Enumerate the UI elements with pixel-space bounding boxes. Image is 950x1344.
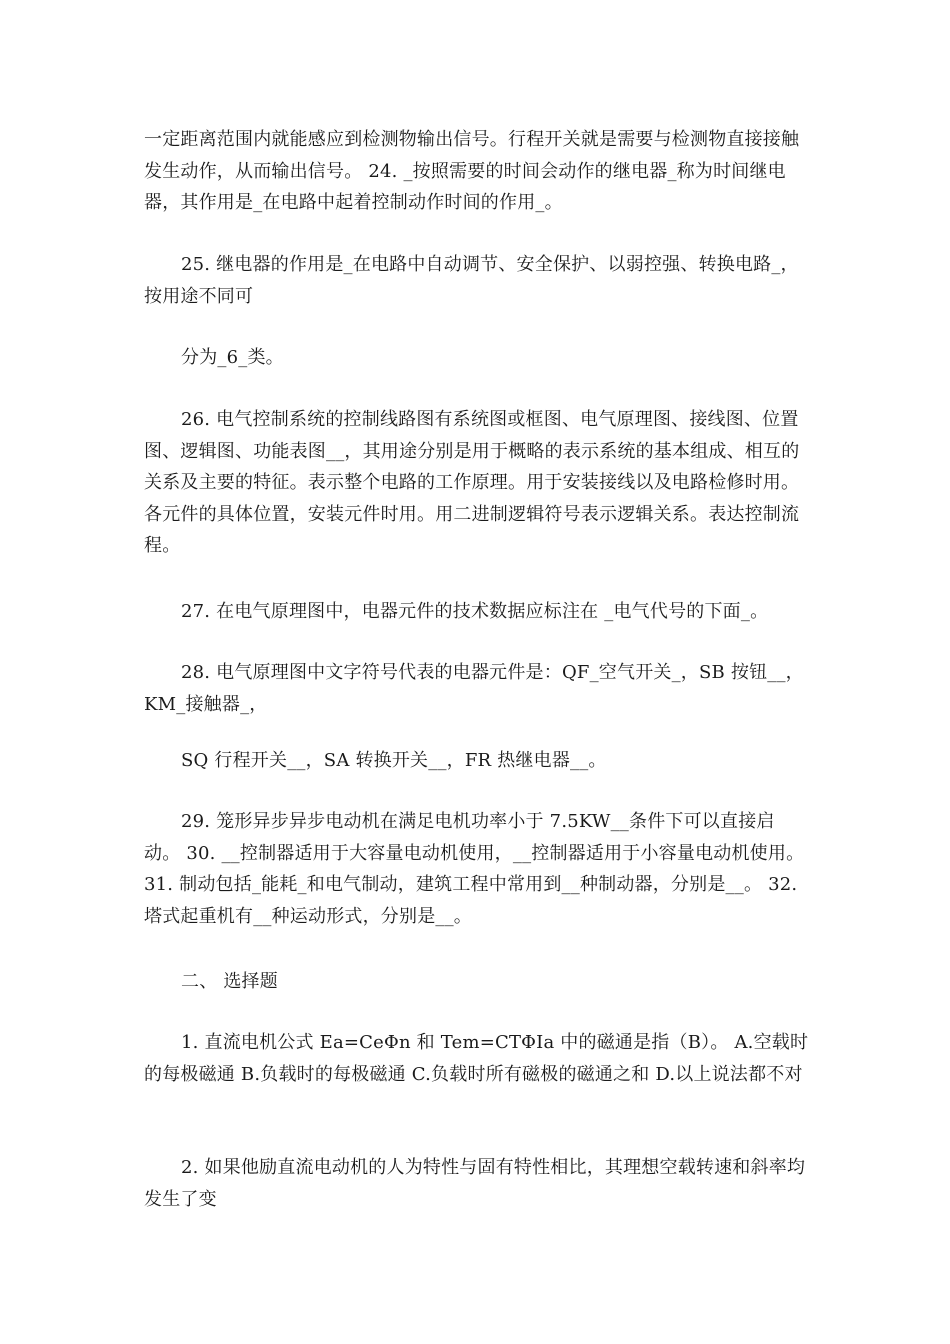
paragraph-item-26: 26. 电气控制系统的控制线路图有系统图或框图、电气原理图、接线图、位置图、逻辑图、功能表图__，其用途分别是用于概略的表示系统的基本组成、相互的关系及主要的特征。表示整个电路的工作原理。用于安装接线以及电路检修时用。各元件的具体位置，安装元件时用。用二进制逻辑符号表示逻辑关系。表达控制流程。 xyxy=(144,409,800,556)
question-2: 2. 如果他励直流电动机的人为特性与固有特性相比，其理想空载转速和斜率均发生了变 xyxy=(144,1157,806,1210)
paragraph-item-27: 27. 在电气原理图中，电器元件的技术数据应标注在 _电气代号的下面_。 xyxy=(181,601,769,622)
question-1: 1. 直流电机公式 Ea=CeΦn 和 Tem=CTΦIa 中的磁通是指（B）。 A.空载时的每极磁通 B.负载时的每极磁通 C.负载时所有磁极的磁通之和 D.以上说法都不对 xyxy=(144,1032,809,1085)
paragraph-item-28: 28. 电气原理图中文字符号代表的电器元件是：QF_空气开关_，SB 按钮__，KM_接触器_， xyxy=(144,662,804,715)
paragraph-continuation: 一定距离范围内就能感应到检测物输出信号。行程开关就是需要与检测物直接接触发生动作，从而输出信号。 24. _按照需要的时间会动作的继电器_称为时间继电器，其作用是_在电路中起着控制动作时间的作用_。 xyxy=(144,129,800,213)
paragraph-item-28-continued: SQ 行程开关__，SA 转换开关__，FR 热继电器__。 xyxy=(181,750,607,771)
section-heading-choice-questions: 二、 选择题 xyxy=(181,971,278,992)
paragraph-items-29-32: 29. 笼形异步异步电动机在满足电机功率小于 7.5KW__条件下可以直接启动。 30. __控制器适用于大容量电动机使用，__控制器适用于小容量电动机使用。 31. 制动包括_能耗_和电气制动，建筑工程中常用到__种制动器，分别是__。 32. 塔式起重机有__种运动形式，分别是__。 xyxy=(144,811,805,927)
paragraph-item-25: 25. 继电器的作用是_在电路中自动调节、安全保护、以弱控强、转换电路_，按用途不同可 xyxy=(144,254,799,307)
paragraph-item-25-continued: 分为_6_类。 xyxy=(181,347,284,368)
